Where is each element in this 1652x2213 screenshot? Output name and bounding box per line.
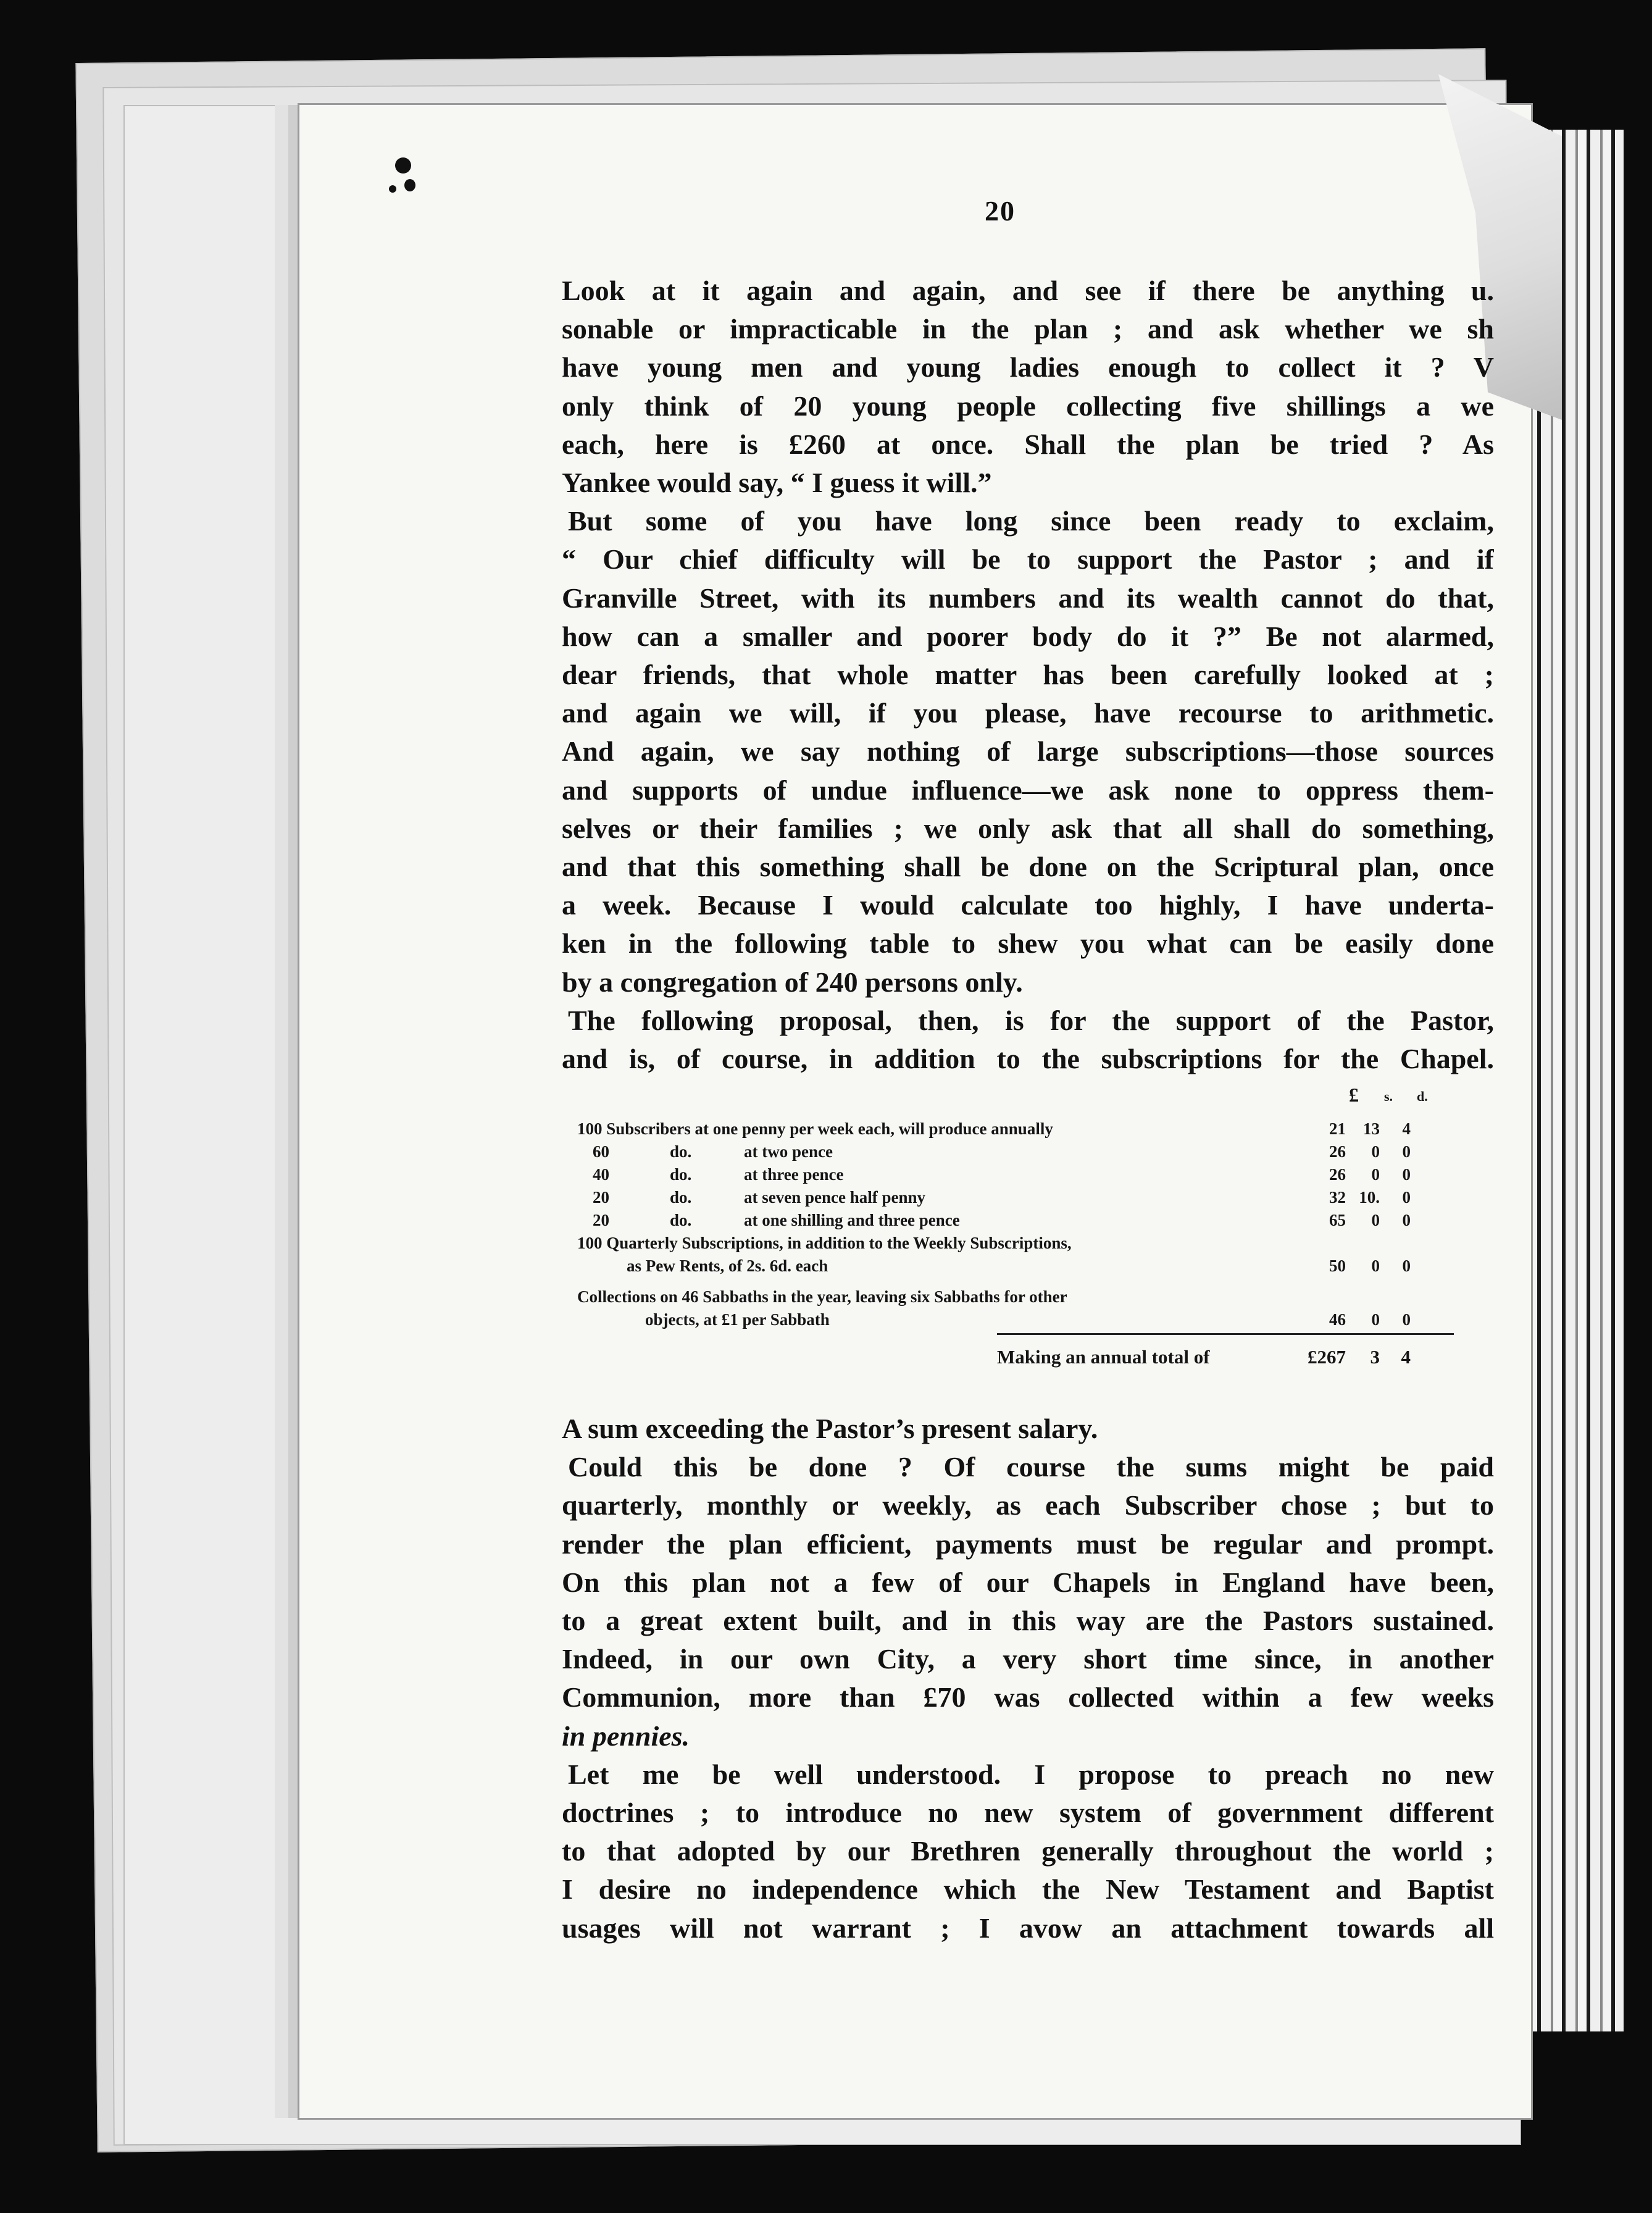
text-line: and that this something shall be done on the Scriptural plan, once <box>562 851 1494 883</box>
row-unit: do. <box>670 1165 692 1184</box>
table-row <box>577 1211 1454 1233</box>
body-text-lower <box>562 1410 1494 1947</box>
table-row <box>577 1119 1454 1142</box>
amount-pence: 0 <box>1402 1257 1411 1275</box>
amount-pence: 0 <box>1402 1211 1411 1229</box>
amount-shillings: 0 <box>1371 1211 1380 1229</box>
text-line: a week. Because I would calculate too highly, I have underta- <box>562 889 1494 921</box>
amount-pounds: 21 <box>1329 1119 1346 1138</box>
text-line: Communion, more than £70 was collected within a few weeks <box>562 1681 1494 1713</box>
table-row <box>577 1142 1454 1165</box>
amount-shillings: 0 <box>1371 1165 1380 1184</box>
text-line: I desire no independence which the New Testament and Baptist <box>562 1873 1494 1906</box>
total-pence: 4 <box>1401 1346 1411 1368</box>
row-count: 20 <box>593 1211 609 1229</box>
amount-pounds: 65 <box>1329 1211 1346 1229</box>
table-row <box>577 1234 1454 1256</box>
text-line: to a great extent built, and in this way are the Pastors sustained. <box>562 1605 1494 1637</box>
amount-shillings: 10. <box>1359 1188 1380 1207</box>
page-number: 20 <box>985 195 1016 227</box>
row-text: at seven pence half penny <box>744 1188 926 1207</box>
amount-pence: 0 <box>1402 1165 1411 1184</box>
table-row <box>577 1165 1454 1187</box>
text-line: render the plan efficient, payments must be regular and prompt. <box>562 1528 1494 1560</box>
row-count: 60 <box>593 1142 609 1161</box>
amount-pence: 4 <box>1402 1119 1411 1138</box>
column-header-pounds: £ <box>1349 1084 1359 1106</box>
row-unit: do. <box>670 1188 692 1207</box>
table-row <box>577 1310 1454 1332</box>
row-unit: do. <box>670 1211 692 1229</box>
row-text: Quarterly Subscriptions, in addition to the Weekly Subscriptions, <box>606 1234 1072 1252</box>
amount-pence: 0 <box>1402 1310 1411 1329</box>
text-line: to that adopted by our Brethren generally throughout the world ; <box>562 1835 1494 1867</box>
amount-pounds: 46 <box>1329 1310 1346 1329</box>
text-line: ken in the following table to shew you what can be easily done <box>562 927 1494 960</box>
text-line: how can a smaller and poorer body do it ?” Be not alarmed, <box>562 620 1494 652</box>
table-row <box>577 1287 1454 1310</box>
text-line: Yankee would say, “ I guess it will.” <box>562 467 992 499</box>
table-row <box>577 1188 1454 1210</box>
row-description <box>577 1119 1053 1139</box>
amount-pence: 0 <box>1402 1188 1411 1207</box>
text-line: and is, of course, in addition to the subscriptions for the Chapel. <box>562 1043 1494 1075</box>
amount-pounds: 50 <box>1329 1257 1346 1275</box>
row-text: as Pew Rents, of 2s. 6d. each <box>627 1257 828 1275</box>
text-line: Look at it again and again, and see if there be anything u. <box>562 275 1494 306</box>
ink-spot <box>404 179 415 191</box>
text-line: dear friends, that whole matter has been carefully looked at ; <box>562 659 1494 691</box>
text-line: doctrines ; to introduce no new system of government different <box>562 1797 1494 1829</box>
row-count: 100 <box>577 1234 603 1252</box>
row-unit: do. <box>670 1142 692 1161</box>
text-line: Could this be done ? Of course the sums might be paid <box>568 1451 1494 1483</box>
text-line: each, here is £260 at once. Shall the plan be tried ? As <box>562 428 1494 460</box>
total-pounds: £267 <box>1308 1346 1346 1368</box>
ink-spot <box>395 157 411 174</box>
table-row <box>577 1257 1454 1279</box>
divider <box>997 1333 1454 1335</box>
row-count: 40 <box>593 1165 609 1184</box>
body-text-upper <box>562 272 1494 1078</box>
row-count: 100 <box>577 1119 603 1138</box>
row-text: at two pence <box>744 1142 833 1161</box>
text-line: only think of 20 young people collecting five shillings a we <box>562 390 1494 422</box>
text-line: On this plan not a few of our Chapels in England have been, <box>562 1566 1494 1598</box>
text-line: and again we will, if you please, have recourse to arithmetic. <box>562 697 1494 729</box>
text-line: usages will not warrant ; I avow an attachment towards all <box>562 1912 1494 1944</box>
text-line: Let me be well understood. I propose to preach no new <box>568 1758 1494 1790</box>
row-description <box>577 1234 1072 1253</box>
text-line: by a congregation of 240 persons only. <box>562 966 1023 998</box>
amount-pounds: 26 <box>1329 1165 1346 1184</box>
amount-shillings: 0 <box>1371 1257 1380 1275</box>
text-line: and supports of undue influence—we ask none to oppress them- <box>562 774 1494 806</box>
text-line: sonable or impracticable in the plan ; and ask whether we sh <box>562 313 1494 345</box>
row-count: 20 <box>593 1188 609 1207</box>
row-text: Collections on 46 Sabbaths in the year, leaving six Sabbaths for other <box>577 1287 1067 1306</box>
amount-shillings: 0 <box>1371 1310 1380 1329</box>
text-line: A sum exceeding the Pastor’s present salary. <box>562 1413 1098 1444</box>
text-line: quarterly, monthly or weekly, as each Subscriber chose ; but to <box>562 1489 1494 1521</box>
text-line: Granville Street, with its numbers and its wealth cannot do that, <box>562 582 1494 614</box>
column-header-shillings: s. <box>1384 1089 1393 1104</box>
row-text: at three pence <box>744 1165 844 1184</box>
text-line: have young men and young ladies enough to collect it ? V <box>562 351 1494 383</box>
amount-pounds: 26 <box>1329 1142 1346 1161</box>
column-header-pence: d. <box>1417 1089 1428 1104</box>
total-shillings: 3 <box>1370 1346 1380 1368</box>
text-line: But some of you have long since been ready to exclaim, <box>568 505 1494 537</box>
text-line: Indeed, in our own City, a very short time since, in another <box>562 1643 1494 1675</box>
text-line: And again, we say nothing of large subscriptions—those sources <box>562 735 1494 768</box>
row-text: Subscribers at one penny per week each, will produce annually <box>606 1119 1053 1138</box>
total-label: Making an annual total of <box>997 1346 1210 1368</box>
text-line: The following proposal, then, is for the support of the Pastor, <box>568 1004 1494 1036</box>
row-text: at one shilling and three pence <box>744 1211 960 1229</box>
text-line: selves or their families ; we only ask that all shall do something, <box>562 812 1494 844</box>
amount-shillings: 0 <box>1371 1142 1380 1161</box>
amount-pounds: 32 <box>1329 1188 1346 1207</box>
ink-spot <box>389 185 396 193</box>
text-line-italic: in pennies. <box>562 1720 690 1752</box>
row-text: objects, at £1 per Sabbath <box>645 1310 830 1329</box>
amount-pence: 0 <box>1402 1142 1411 1161</box>
text-line: “ Our chief difficulty will be to support the Pastor ; and if <box>562 543 1494 575</box>
amount-shillings: 13 <box>1363 1119 1380 1138</box>
total-row <box>577 1346 1454 1368</box>
